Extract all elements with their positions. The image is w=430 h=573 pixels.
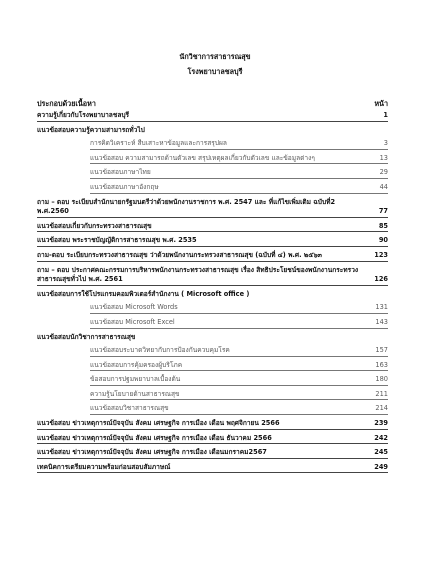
toc-entry-page: 29 xyxy=(379,168,388,177)
toc-entry-page: 1 xyxy=(383,111,388,119)
toc-entry-text: ความรู้นโยบายด้านสาธารณสุข xyxy=(90,389,180,398)
toc-entry-main xyxy=(37,434,388,445)
table-of-contents xyxy=(37,111,388,477)
toc-entry-text: แนวข้อสอบวิชาสาธารณสุข xyxy=(90,404,169,413)
toc-entry-main xyxy=(37,266,388,286)
toc-entry-main xyxy=(37,222,388,233)
toc-entry-main xyxy=(37,198,388,218)
toc-entry-main xyxy=(37,419,388,430)
toc-entry-main xyxy=(37,448,388,459)
toc-column-header xyxy=(37,99,388,110)
toc-entry-page: 44 xyxy=(379,182,388,191)
toc-entry-text: แนวข้อสอบการคุ้มครองผู้บริโภค xyxy=(90,360,183,369)
toc-entry-page: 180 xyxy=(375,375,388,384)
toc-entry-cat xyxy=(37,290,388,300)
toc-entry-page: 143 xyxy=(375,317,388,326)
toc-entry-text: แนวข้อสอบ Microsoft Words xyxy=(90,303,178,312)
toc-entry-text: ถาม-ตอบ ระเบียบกระทรวงสาธารณสุข ว่าด้วยพนักงานกระทรวงสาธารณสุข (ฉบับที่ ๔) พ.ศ. ๒๕๖๓ xyxy=(37,250,322,259)
toc-entry-text: แนวข้อสอบนักวิชาการสาธารณสุข xyxy=(37,332,136,341)
document-title: นักวิชาการสาธารณสุข xyxy=(179,52,251,61)
toc-entry-page: 126 xyxy=(374,275,388,284)
toc-entry-text: ความรู้เกี่ยวกับโรงพยาบาลชลบุรี xyxy=(37,111,130,119)
toc-entry-text: แนวข้อสอบ ความสามารถด้านตัวเลข สรุปเหตุผลเกี่ยวกับตัวเลข และข้อมูลต่างๆ xyxy=(90,153,315,162)
toc-entry-text: ถาม – ตอบ ประกาศคณะกรรมการบริหารพนักงานกระทรวงสาธารณสุข เรื่อง สิทธิประโยชน์ของพนักงานกระทรวงสาธารณสุขทั่วไป พ.ศ. 2561 xyxy=(37,265,359,284)
toc-entry-page: 242 xyxy=(374,433,388,442)
document-subtitle: โรงพยาบาลชลบุรี xyxy=(187,67,243,76)
toc-entry-sub xyxy=(90,154,388,165)
toc-entry-page: 211 xyxy=(375,389,388,398)
toc-entry-text: แนวข้อสอบ พระราชบัญญัติการสาธารณสุข พ.ศ. 2535 xyxy=(37,236,197,245)
toc-entry-sub xyxy=(90,303,388,314)
toc-entry-text: แนวข้อสอบ ข่าวเหตุการณ์ปัจจุบัน สังคม เศรษฐกิจ การเมือง เดือน ธันวาคม 2566 xyxy=(37,433,272,442)
toc-entry-text: แนวข้อสอบเกี่ยวกับกระทรวงสาธารณสุข xyxy=(37,221,152,230)
toc-entry-sub xyxy=(90,404,388,415)
toc-page-heading: หน้า xyxy=(374,99,388,108)
toc-entry-text: แนวข้อสอบ ข่าวเหตุการณ์ปัจจุบัน สังคม เศรษฐกิจ การเมือง เดือนมกราคม2567 xyxy=(37,448,267,457)
toc-entry-sub xyxy=(90,139,388,150)
toc-entry-main xyxy=(37,251,388,262)
toc-entry-text: แนวข้อสอบภาษาอังกฤษ xyxy=(90,182,159,191)
toc-entry-main xyxy=(37,111,388,122)
toc-entry-text: แนวข้อสอบภาษาไทย xyxy=(90,168,151,177)
toc-entry-page: 239 xyxy=(374,419,388,428)
toc-entry-text: แนวข้อสอบ ข่าวเหตุการณ์ปัจจุบัน สังคม เศรษฐกิจ การเมือง เดือน พฤศจิกายน 2566 xyxy=(37,419,280,428)
toc-entry-page: 123 xyxy=(374,250,388,259)
toc-entry-sub xyxy=(90,183,388,194)
toc-entry-sub xyxy=(90,318,388,329)
toc-entry-page: 3 xyxy=(383,139,388,148)
toc-entry-page: 163 xyxy=(375,360,388,369)
toc-entry-sub xyxy=(90,375,388,386)
toc-entry-text: แนวข้อสอบการใช้โปรแกรมคอมพิวเตอร์สำนักงาน ( Microsoft office ) xyxy=(37,289,250,298)
toc-entry-text: แนวข้อสอบความรู้ความสามารถทั่วไป xyxy=(37,125,145,134)
toc-entry-main xyxy=(37,463,388,474)
toc-entry-page: 13 xyxy=(379,153,388,162)
toc-entry-text: ข้อสอบการปฐมพยาบาลเบื้องต้น xyxy=(90,375,181,384)
toc-entry-text: แนวข้อสอบระบาดวิทยากับการป้องกันควบคุมโรค xyxy=(90,346,230,355)
toc-entry-page: 157 xyxy=(375,346,388,355)
toc-entry-page: 214 xyxy=(375,404,388,413)
toc-entry-page: 85 xyxy=(378,221,388,230)
toc-entry-sub xyxy=(90,168,388,179)
toc-entry-page: 131 xyxy=(375,303,388,312)
toc-entry-text: ถาม – ตอบ ระเบียบสำนักนายกรัฐมนตรีว่าด้วยพนักงานราชการ พ.ศ. 2547 และ ที่แก้ไขเพิ่มเติม ฉบับที่2 พ.ศ.2560 xyxy=(37,197,336,216)
toc-entry-sub xyxy=(90,390,388,401)
toc-entry-text: การคิดวิเคราะห์ สืบเสาะหาข้อมูลและการสรุปผล xyxy=(90,139,227,148)
toc-entry-main xyxy=(37,236,388,247)
toc-entry-cat xyxy=(37,126,388,136)
toc-entry-text: เทคนิคการเตรียมความพร้อมก่อนสอบสัมภาษณ์ xyxy=(37,462,171,471)
toc-contents-heading: ประกอบด้วยเนื้อหา xyxy=(37,99,96,108)
toc-entry-sub xyxy=(90,361,388,372)
toc-entry-page: 249 xyxy=(374,462,388,471)
toc-entry-sub xyxy=(90,346,388,357)
toc-entry-text: แนวข้อสอบ Microsoft Excel xyxy=(90,317,175,326)
toc-entry-cat xyxy=(37,333,388,343)
toc-entry-page: 77 xyxy=(378,207,388,216)
toc-entry-page: 245 xyxy=(374,448,388,457)
toc-entry-page: 90 xyxy=(378,236,388,245)
